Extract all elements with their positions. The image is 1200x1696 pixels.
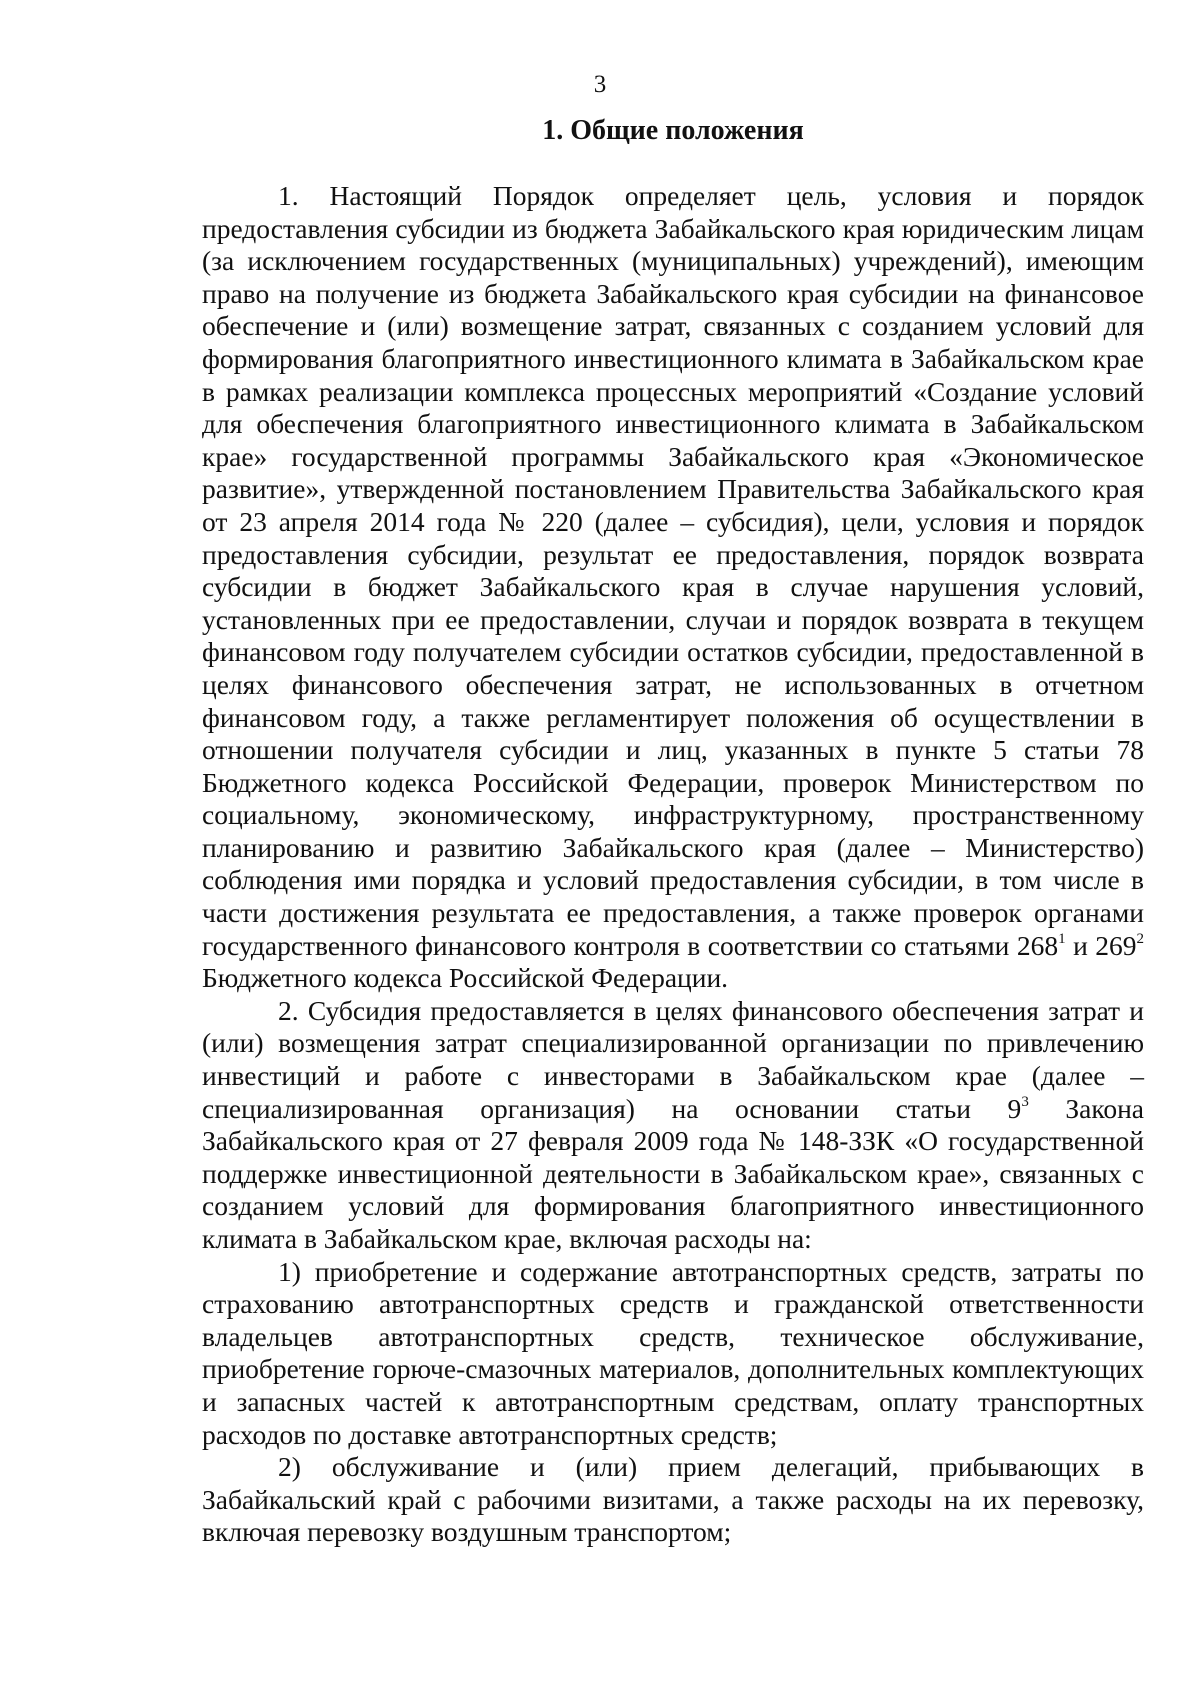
footnote-superscript-3: 3 [1021,1093,1029,1110]
paragraph-2-item-1: 1) приобретение и содержание автотранспортных средств, затраты по страхованию автотранспортных средств и гражданской ответственности владельцев автотранспортных средств, техническое обслуживание, приобретение горюче-смазочных материалов, дополнительных комплектующих и запасных частей к автотранспортным средствам, оплату транспортных расходов по доставке автотранспортных средств; [202,1255,1144,1450]
paragraph-2-item-2: 2) обслуживание и (или) прием делегаций, прибывающих в Забайкальский край с рабочими визитами, а также расходы на их перевозку, включая перевозку воздушным транспортом; [202,1451,1144,1548]
paragraph-1-text-c: Бюджетного кодекса Российской Федерации. [202,962,729,994]
paragraph-1 [202,180,1144,995]
footnote-superscript-2: 2 [1136,930,1144,947]
paragraph-1-text-a: 1. Настоящий Порядок определяет цель, условия и порядок предоставления субсидии из бюджета Забайкальского края юридическим лицам (за исключением государственных (муниципальных) учреждений), имеющим право на получение из бюджета Забайкальского края субсидии на финансовое обеспечение и (или) возмещение затрат, связанных с созданием условий для формирования благоприятного инвестиционного климата в Забайкальском крае в рамках реализации комплекса процессных мероприятий «Создание условий для обеспечения благоприятного инвестиционного климата в Забайкальском крае» государственной программы Забайкальского края «Экономическое развитие», утвержденной постановлением Правительства Забайкальского края от 23 апреля 2014 года № 220 (далее – субсидия), цели, условия и порядок предоставления субсидии, результат ее предоставления, порядок возврата субсидии в бюджет Забайкальского края в случае нарушения условий, установленных при ее предоставлении, случаи и порядок возврата в текущем финансовом году получателем субсидии остатков субсидии, предоставленной в целях финансового обеспечения затрат, не использованных в отчетном финансовом году, а также регламентирует положения об осуществлении в отношении получателя субсидии и лиц, указанных в пункте 5 статьи 78 Бюджетного кодекса Российской Федерации, проверок Министерством по социальному, экономическому, инфраструктурному, пространственному планированию и развитию Забайкальского края (далее – Министерство) соблюдения ими порядка и условий предоставления субсидии, в том числе в части достижения результата ее предоставления, а также проверок органами государственного финансового контроля в соответствии со статьями 268 [202,180,1144,961]
paragraph-2-text-b: Закона Забайкальского края от 27 февраля 2009 года № 148-ЗЗК «О государственной поддержке инвестиционной деятельности в Забайкальском крае», связанных с созданием условий для формирования благоприятного инвестиционного климата в Забайкальском крае, включая расходы на: [202,1092,1144,1254]
paragraph-2-text-a: 2. Субсидия предоставляется в целях финансового обеспечения затрат и (или) возмещения затрат специализированной организации по привлечению инвестиций и работе с инвесторами в Забайкальском крае (далее – специализированная организация) на основании статьи 9 [202,994,1144,1124]
document-body [202,180,1144,1549]
section-title: 1. Общие положения [542,115,804,146]
paragraph-2 [202,995,1144,1256]
page-number: 3 [593,71,607,98]
paragraph-1-text-b: и 269 [1065,929,1137,961]
footnote-superscript-1: 1 [1058,930,1066,947]
